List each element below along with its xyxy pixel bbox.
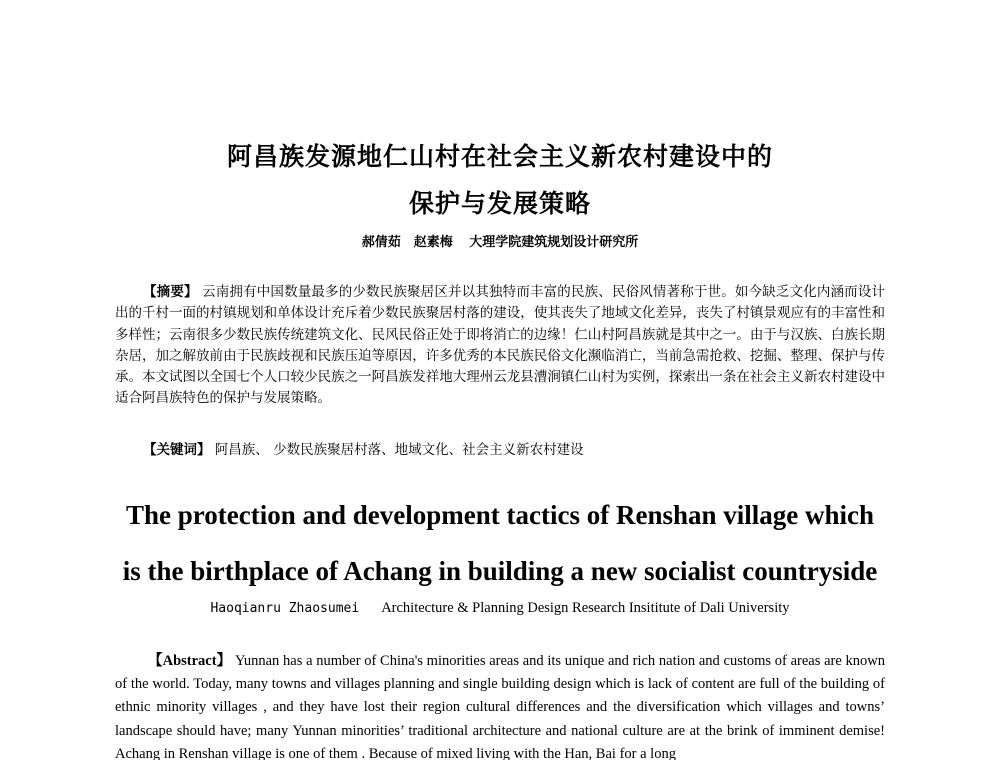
- chinese-keywords-text: 阿昌族、 少数民族聚居村落、地域文化、社会主义新农村建设: [214, 442, 584, 458]
- english-institution: Architecture & Planning Design Research Insititute of Dali University: [381, 600, 790, 616]
- english-authors: Haoqianru Zhaosumei: [210, 601, 360, 616]
- english-title-line-1: The protection and development tactics of Renshan village which: [126, 500, 874, 530]
- english-byline: [0, 600, 1000, 617]
- chinese-abstract-label: 【摘要】: [143, 284, 198, 300]
- english-abstract-text: Yunnan has a number of China's minorities areas and its unique and rich nation and customs of areas are known of the world. Today, many towns and villages planning and single building design which is lack of content are full of the building of ethnic minority villages , and they have lost their region cultural differences and the diversification which villages and towns’ landscape should have; many Yunnan minorities’ traditional architecture and national culture are at the brink of imminent demise! Achang in Renshan village is one of them . Because of mixed living with the Han, Bai for a long: [115, 653, 885, 760]
- english-abstract: [115, 650, 885, 760]
- chinese-keywords: [143, 438, 883, 458]
- english-title-line-2: is the birthplace of Achang in building a new socialist countryside: [122, 556, 878, 586]
- chinese-abstract-text: 云南拥有中国数量最多的少数民族聚居区并以其独特而丰富的民族、民俗风情著称于世。如今缺乏文化内涵而设计出的千村一面的村镇规划和单体设计充斥着少数民族聚居村落的建设，使其丧失了地域文化差异，丧失了村镇景观应有的丰富性和多样性；云南很多少数民族传统建筑文化、民风民俗正处于即将消亡的边缘！仁山村阿昌族就是其中之一。由于与汉族、白族长期杂居，加之解放前由于民族歧视和民族压迫等原因，许多优秀的本民族民俗文化濒临消亡，当前急需抢救、挖掘、整理、保护与传承。本文试图以全国七个人口较少民族之一阿昌族发祥地大理州云龙县漕涧镇仁山村为实例，探索出一条在社会主义新农村建设中适合阿昌族特色的保护与发展策略。: [115, 284, 886, 407]
- chinese-keywords-label: 【关键词】: [143, 442, 211, 458]
- chinese-abstract: [115, 282, 885, 410]
- chinese-institution: 大理学院建筑规划设计研究所: [469, 235, 639, 250]
- english-abstract-label: 【Abstract】: [148, 653, 232, 669]
- chinese-title-line-1: 阿昌族发源地仁山村在社会主义新农村建设中的: [226, 142, 773, 171]
- chinese-title-line-2: 保护与发展策略: [408, 189, 591, 218]
- chinese-authors: 郝倩茹 赵素梅: [361, 235, 453, 250]
- chinese-byline: [0, 231, 1000, 250]
